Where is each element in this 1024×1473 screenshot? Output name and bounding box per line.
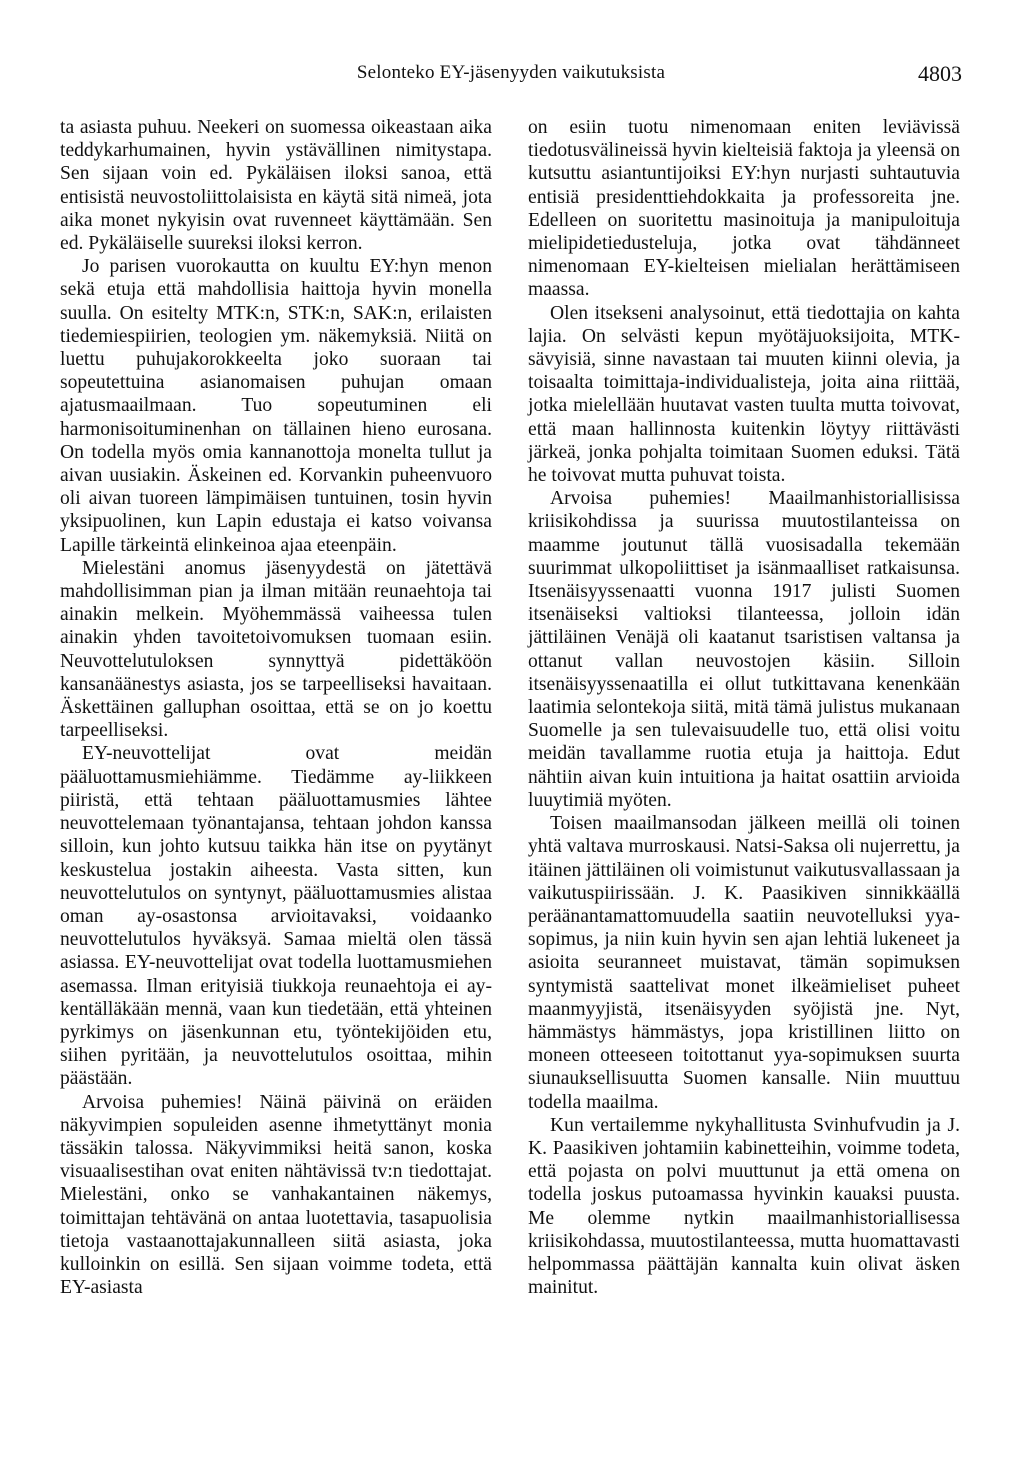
paragraph: Arvoisa puhemies! Näinä päivinä on eräiden näkyvimpien sopuleiden asenne ihmetyttänyt monia tässäkin talossa. Näkyvimmiksi heitä sanon, koska visuaalisestihan ovat eniten nähtävissä tv:n tiedottajat. Mielestäni, onko se vanhakantainen näkemys, toimittajan tehtävänä on antaa luotettavia, tasapuolisia tietoja vastaanottajakunnalleen siitä asiasta, joka kulloinkin on esillä. Sen sijaan voimme todeta, että EY-asiasta	[60, 1091, 492, 1299]
paragraph: ta asiasta puhuu. Neekeri on suomessa oikeastaan aika teddykarhumainen, hyvin ystävällinen nimitystapa. Sen sijaan voin ed. Pykäläisen iloksi sanoa, että entisistä neuvostoliittolaisista en käytä sitä nimeä, jota aika monet nykyisin ovat ruvenneet käyttämään. Sen ed. Pykäläiselle suureksi iloksi kerron.	[60, 117, 492, 255]
running-title: Selonteko EY-jäsenyyden vaikutuksista	[356, 62, 666, 83]
page-header	[60, 62, 962, 90]
paragraph: Olen itsekseni analysoinut, että tiedottajia on kahta lajia. On selvästi kepun myötäjuoksijoita, MTK-sävyisiä, sinne navastaan tai muuten kiinni olevia, ja toisaalta toimittaja-individualisteja, joita aina riittää, jotka mielellään huutavat vasten tuulta mutta toivovat, että maan hallinnosta kuitenkin löytyy riittävästi järkeä, jonka pohjalta toimitaan Suomen eduksi. Tätä he toivovat mutta puhuvat toista.	[528, 302, 960, 487]
page-number: 4803	[918, 61, 962, 86]
paragraph: Arvoisa puhemies! Maailmanhistoriallisissa kriisikohdissa ja suurissa muutostilanteissa on maamme joutunut tällä vuosisadalla tekemään suurimmat ulkopoliittiset ja isänmaalliset ratkaisunsa. Itsenäisyyssenaatti vuonna 1917 julisti Suomen itsenäiseksi valtioksi tilanteessa, jolloin idän jättiläinen Venäjä oli kaatanut tsaristisen valtansa ja ottanut vallan neuvostojen käsiin. Silloin itsenäisyyssenaatilla ei ollut tutkittavana kenenkään laatimia selontekoja siitä, mitä tämä julistus mukanaan Suomelle ja sen tulevaisuudelle tuo, että olisi voitu meidän tavallamme ruotia etuja ja haittoja. Edut nähtiin aivan kuin intuitiona ja haitat osattiin arvioida luuytimiä myöten.	[528, 488, 960, 811]
left-column	[60, 116, 492, 1299]
paragraph: Jo parisen vuorokautta on kuultu EY:hyn menon sekä etuja että mahdollisia haittoja hyvin monella suulla. On esitelty MTK:n, STK:n, SAK:n, erilaisten tiedemiespiirien, teologien ym. näkemyksiä. Niitä on luettu puhujakorokkeelta joko suoraan tai sopeutettuina asianomaisen puhujan omaan ajatusmaailmaan. Tuo sopeutuminen eli harmonisoituminenhan on tällainen hieno eurosana. On todella myös omia kannanottoja monelta tullut ja aivan uusiakin. Äskeinen ed. Korvankin puheenvuoro oli aivan tuoreen lämpimäisen tuntuinen, tosin hyvin yksipuolinen, kun Lapin edustaja ei katso voivansa Lapille tärkeintä elinkeinoa ajaa eteenpäin.	[60, 256, 492, 556]
paragraph: on esiin tuotu nimenomaan eniten leviävissä tiedotusvälineissä hyvin kielteisiä faktoja ja yleensä on kutsuttu asiantuntijoiksi EY:hyn nurjasti suhtautuvia entisiä presidenttiehdokkaita ja professoreita jne. Edelleen on suoritettu masinoituja ja manipuloituja mielipidetiedusteluja, jotka ovat tähdänneet nimenomaan EY-kielteisen mielialan herättämiseen maassa.	[528, 117, 960, 301]
paragraph: Mielestäni anomus jäsenyydestä on jätettävä mahdollisimman pian ja ilman mitään reunaehtoja tai ainakin melkein. Myöhemmässä vaiheessa tulen ainakin yhden tavoitetoivomuksen tuomaan esiin. Neuvottelutuloksen synnyttyä pidettäköön kansanäänestys asiasta, jos se tarpeelliseksi havaitaan. Äskettäinen galluphan osoittaa, että se on jo koettu tarpeelliseksi.	[60, 557, 492, 742]
paragraph: Toisen maailmansodan jälkeen meillä oli toinen yhtä valtava murroskausi. Natsi-Saksa oli nujerrettu, ja itäinen jättiläinen oli voimistunut vaikutusvallassaan ja vaikutuspiirissään. J. K. Paasikiven sinnikkäällä peräänantamattomuudella saatiin neuvotelluksi yya-sopimus, ja niin kuin hyvin sen ajan lehtiä lukeneet ja asioita seuranneet muistavat, tämän sopimuksen syntymistä saattelivat monet ilkeämieliset puheet maanmyyjistä, itsenäisyyden syöjistä jne. Nyt, hämmästys hämmästys, jopa kristillinen liitto on moneen otteeseen toitottanut yya-sopimuksen suurta siunauksellisuutta Suomen kansalle. Niin muuttuu todella maailma.	[528, 813, 960, 1113]
paragraph: Kun vertailemme nykyhallitusta Svinhufvudin ja J. K. Paasikiven johtamiin kabinetteihin, voimme todeta, että pojasta on polvi muuttunut ja että omena on todella joskus putoamassa hyvinkin kauaksi puusta. Me olemme nytkin maailmanhistoriallisessa kriisikohdassa, muutostilanteessa, mutta huomattavasti helpommassa päättäjän kannalta kuin olivat äsken mainitut.	[528, 1114, 960, 1299]
right-column	[528, 116, 960, 1299]
paragraph: EY-neuvottelijat ovat meidän pääluottamusmiehiämme. Tiedämme ay-liikkeen piiristä, että tehtaan pääluottamusmies lähtee neuvottelemaan työnantajansa, tehtaan johdon kanssa silloin, kun johto kutsuu taikka hän itse on pyytänyt keskustelua jostakin aiheesta. Vasta sitten, kun neuvottelutulos on syntynyt, pääluottamusmies alistaa oman ay-osastonsa arvioitavaksi, voidaanko neuvottelutulos hyväksyä. Samaa mieltä olen tässä asiassa. EY-neuvottelijat ovat todella luottamusmiehen asemassa. Ilman erityisiä tiukkoja reunaehtoja ei ay-kentälläkään mennä, vaan kun tiedetään, että yhteinen pyrkimys on jäsenkunnan etu, työntekijöiden etu, siihen pyritään, ja neuvottelutulos osoittaa, mihin päästään.	[60, 743, 492, 1090]
